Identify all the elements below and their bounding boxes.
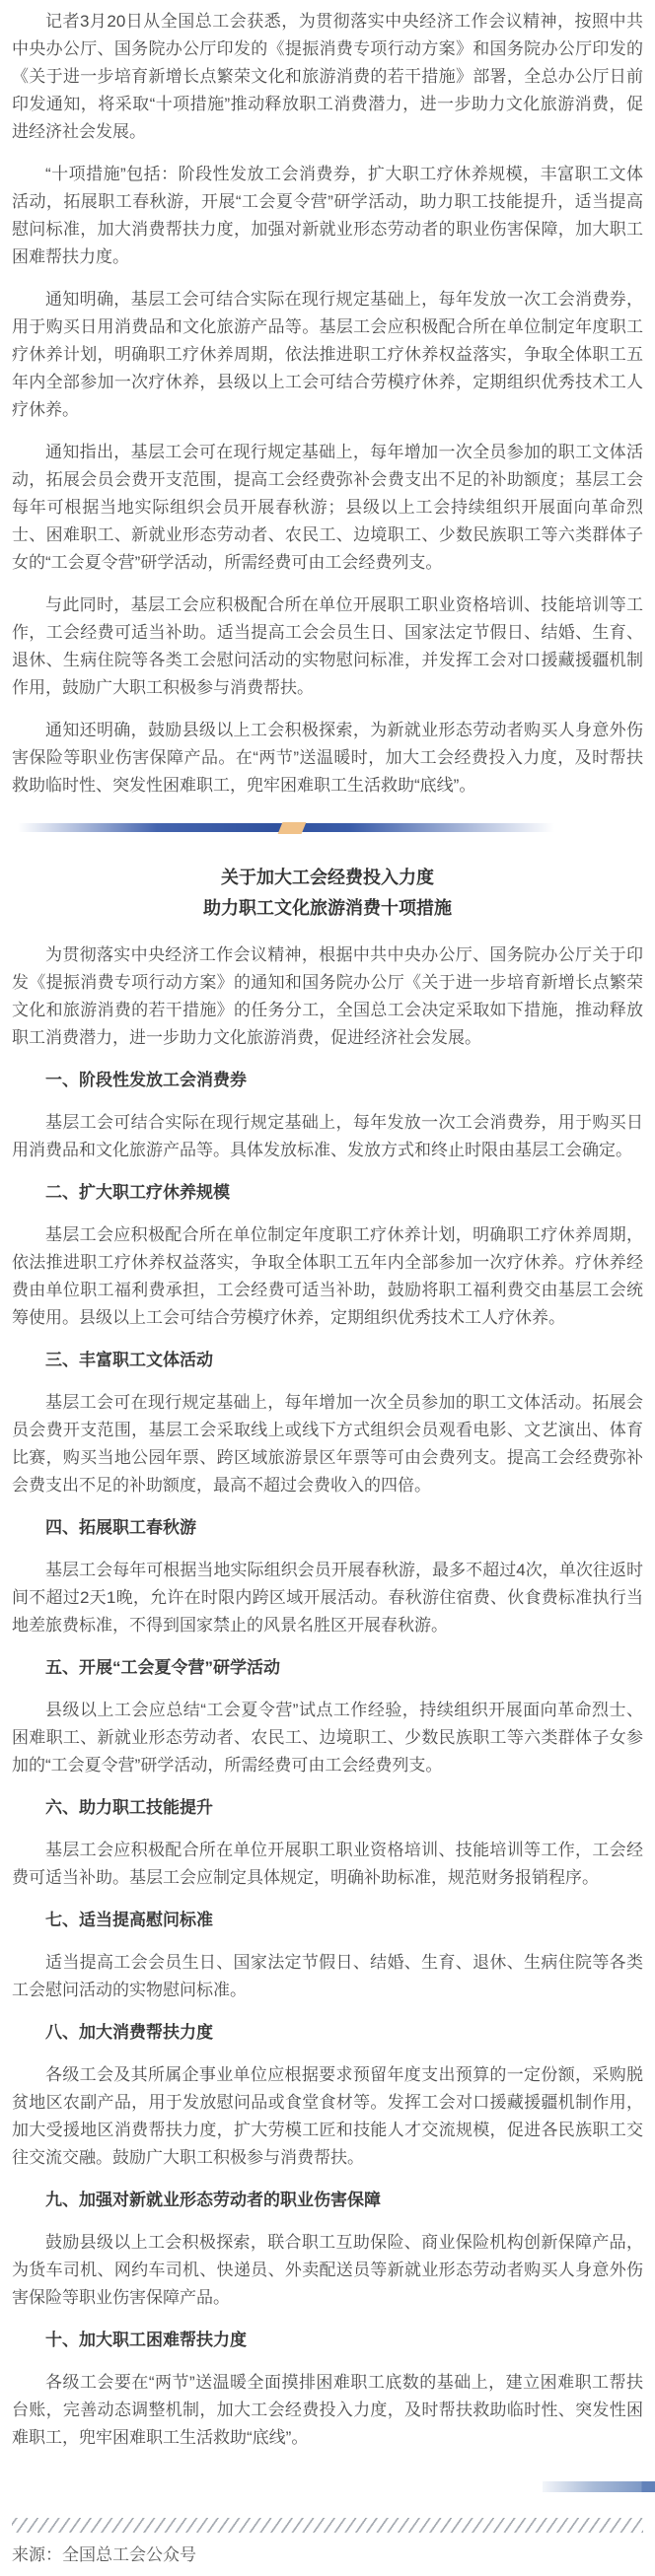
notice-lead-paragraph: 为贯彻落实中央经济工作会议精神，根据中共中央办公厅、国务院办公厅关于印发《提振消费专项行动方案》的通知和国务院办公厅《关于进一步培育新增长点繁荣文化和旅游消费的若干措施》的任务分工，全国总工会决定采取如下措施，推动释放职工消费潜力，进一步助力文化旅游消费，促进经济社会发展。: [12, 945, 643, 1047]
section-heading: 十、加大职工困难帮扶力度: [45, 2331, 247, 2349]
notice-section-4: [12, 1514, 643, 1639]
intro-paragraph-4: 通知指出，基层工会可在现行规定基础上，每年增加一次全员参加的职工文体活动，拓展会员会费开支范围，提高工会经费弥补会费支出不足的补助额度；基层工会每年可根据当地实际组织会员开展春秋游；县级以上工会持续组织开展面向革命烈士、困难职工、新就业形态劳动者、农民工、边境职工、少数民族职工等六类群体子女的“工会夏令营”研学活动，所需经费可由工会经费列支。: [12, 443, 643, 572]
section-heading: 三、丰富职工文体活动: [45, 1351, 213, 1369]
notice-section-10: [12, 2327, 643, 2452]
notice-section-8: [12, 2019, 643, 2172]
notice-section-6: [12, 1794, 643, 1892]
intro-paragraph-3: 通知明确，基层工会可结合实际在现行规定基础上，每年发放一次工会消费券，用于购买日用消费品和文化旅游产品等。基层工会应积极配合所在单位制定年度职工疗休养计划，明确职工疗休养周期，依法推进职工疗休养权益落实，争取全体职工五年内全部参加一次疗休养，县级以上工会可结合劳模疗休养，定期组织优秀技术工人疗休养。: [12, 290, 643, 419]
intro-paragraph-5: 与此同时，基层工会应积极配合所在单位开展职工职业资格培训、技能培训等工作，工会经费可适当补助。适当提高工会会员生日、国家法定节假日、结婚、生育、退休、生病住院等各类工会慰问活动的实物慰问标准，并发挥工会对口援藏援疆机制作用，鼓励广大职工积极参与消费帮扶。: [12, 595, 643, 697]
section-heading: 六、助力职工技能提升: [45, 1798, 213, 1817]
section-paragraph: 基层工会可在现行规定基础上，每年增加一次全员参加的职工文体活动。拓展会员会费开支范围，基层工会采取线上或线下方式组织会员观看电影、文艺演出、体育比赛，购买当地公园年票、跨区域旅游景区年票等可由会费列支。提高工会经费弥补会费支出不足的补助额度，最高不超过会费收入的四倍。: [12, 1393, 643, 1495]
section-heading: 七、适当提高慰问标准: [45, 1911, 213, 1929]
intro-paragraph-1: 记者3月20日从全国总工会获悉，为贯彻落实中央经济工作会议精神，按照中共中央办公厅、国务院办公厅印发的《提振消费专项行动方案》和国务院办公厅印发的《关于进一步培育新增长点繁荣文化和旅游消费的若干措施》部署，全总办公厅日前印发通知，将采取“十项措施”推动释放职工消费潜力，进一步助力文化旅游消费，促进经济社会发展。: [12, 12, 643, 141]
section-paragraph: 基层工会应积极配合所在单位开展职工职业资格培训、技能培训等工作，工会经费可适当补助。基层工会应制定具体规定，明确补助标准，规范财务报销程序。: [12, 1841, 643, 1887]
notice-title: [12, 863, 643, 924]
notice-title-line-2: 助力职工文化旅游消费十项措施: [203, 898, 452, 918]
section-heading: 五、开展“工会夏令营”研学活动: [45, 1658, 280, 1677]
section-paragraph: 鼓励县级以上工会积极探索，联合职工互助保险、商业保险机构创新保障产品，为货车司机、网约车司机、快递员、外卖配送员等新就业形态劳动者购买人身意外伤害保险等职业伤害保障产品。: [12, 2233, 643, 2307]
news-intro: [12, 8, 643, 800]
bottom-right-gradient-bar: [543, 2481, 655, 2492]
section-heading: 八、加大消费帮扶力度: [45, 2023, 213, 2042]
notice-title-line-1: 关于加大工会经费投入力度: [221, 868, 434, 887]
section-heading: 四、拓展职工春秋游: [45, 1518, 196, 1537]
section-divider: [12, 823, 643, 833]
notice-section-5: [12, 1654, 643, 1779]
section-heading: 二、扩大职工疗休养规模: [45, 1183, 230, 1202]
section-heading: 一、阶段性发放工会消费券: [45, 1071, 247, 1089]
notice-section-7: [12, 1907, 643, 2004]
section-paragraph: 基层工会应积极配合所在单位制定年度职工疗休养计划，明确职工疗休养周期，依法推进职工疗休养权益落实，争取全体职工五年内全部参加一次疗休养。疗休养经费由单位职工福利费承担，工会经费可适当补助，鼓励将职工福利费交由基层工会统筹使用。县级以上工会可结合劳模疗休养，定期组织优秀技术工人疗休养。: [12, 1225, 643, 1327]
source-attribution: 来源：全国总工会公众号: [12, 2545, 196, 2564]
notice-section-3: [12, 1347, 643, 1499]
notice-document: [12, 863, 643, 2452]
section-paragraph: 县级以上工会应总结“工会夏令营”试点工作经验，持续组织开展面向革命烈士、困难职工、新就业形态劳动者、农民工、边境职工、少数民族职工等六类群体子女参加的“工会夏令营”研学活动，所需经费可由工会经费列支。: [12, 1701, 643, 1775]
section-paragraph: 基层工会可结合实际在现行规定基础上，每年发放一次工会消费券，用于购买日用消费品和文化旅游产品等。具体发放标准、发放方式和终止时限由基层工会确定。: [12, 1113, 643, 1159]
section-paragraph: 适当提高工会会员生日、国家法定节假日、结婚、生育、退休、生病住院等各类工会慰问活动的实物慰问标准。: [12, 1953, 643, 1999]
intro-paragraph-6: 通知还明确，鼓励县级以上工会积极探索，为新就业形态劳动者购买人身意外伤害保险等职业伤害保障产品。在“两节”送温暖时，加大工会经费投入力度，及时帮扶救助临时性、突发性困难职工，兜牢困难职工生活救助“底线”。: [12, 721, 643, 795]
notice-section-9: [12, 2187, 643, 2312]
notice-section-2: [12, 1179, 643, 1332]
intro-paragraph-2: “十项措施”包括：阶段性发放工会消费券，扩大职工疗休养规模，丰富职工文体活动，拓展职工春秋游，开展“工会夏令营”研学活动，助力职工技能提升，适当提高慰问标准，加大消费帮扶力度，加强对新就业形态劳动者的职业伤害保障，加大职工困难帮扶力度。: [12, 165, 643, 266]
diagonal-stripes-divider: [12, 2518, 643, 2533]
section-heading: 九、加强对新就业形态劳动者的职业伤害保障: [45, 2191, 381, 2209]
section-paragraph: 基层工会每年可根据当地实际组织会员开展春秋游，最多不超过4次，单次往返时间不超过2天1晚，允许在时限内跨区域开展活动。春秋游住宿费、伙食费标准执行当地差旅费标准，不得到国家禁止的风景名胜区开展春秋游。: [12, 1561, 643, 1635]
section-paragraph: 各级工会及其所属企事业单位应根据要求预留年度支出预算的一定份额，采购脱贫地区农副产品，用于发放慰问品或食堂食材等。发挥工会对口援藏援疆机制作用，加大受援地区消费帮扶力度，扩大劳模工匠和技能人才交流规模，促进各民族职工交往交流交融。鼓励广大职工积极参与消费帮扶。: [12, 2065, 643, 2167]
divider-orange-accent: [278, 822, 307, 834]
section-paragraph: 各级工会要在“两节”送温暖全面摸排困难职工底数的基础上，建立困难职工帮扶台账，完善动态调整机制，加大工会经费投入力度，及时帮扶救助临时性、突发性困难职工，兜牢困难职工生活救助“底线”。: [12, 2373, 643, 2447]
notice-section-1: [12, 1067, 643, 1164]
